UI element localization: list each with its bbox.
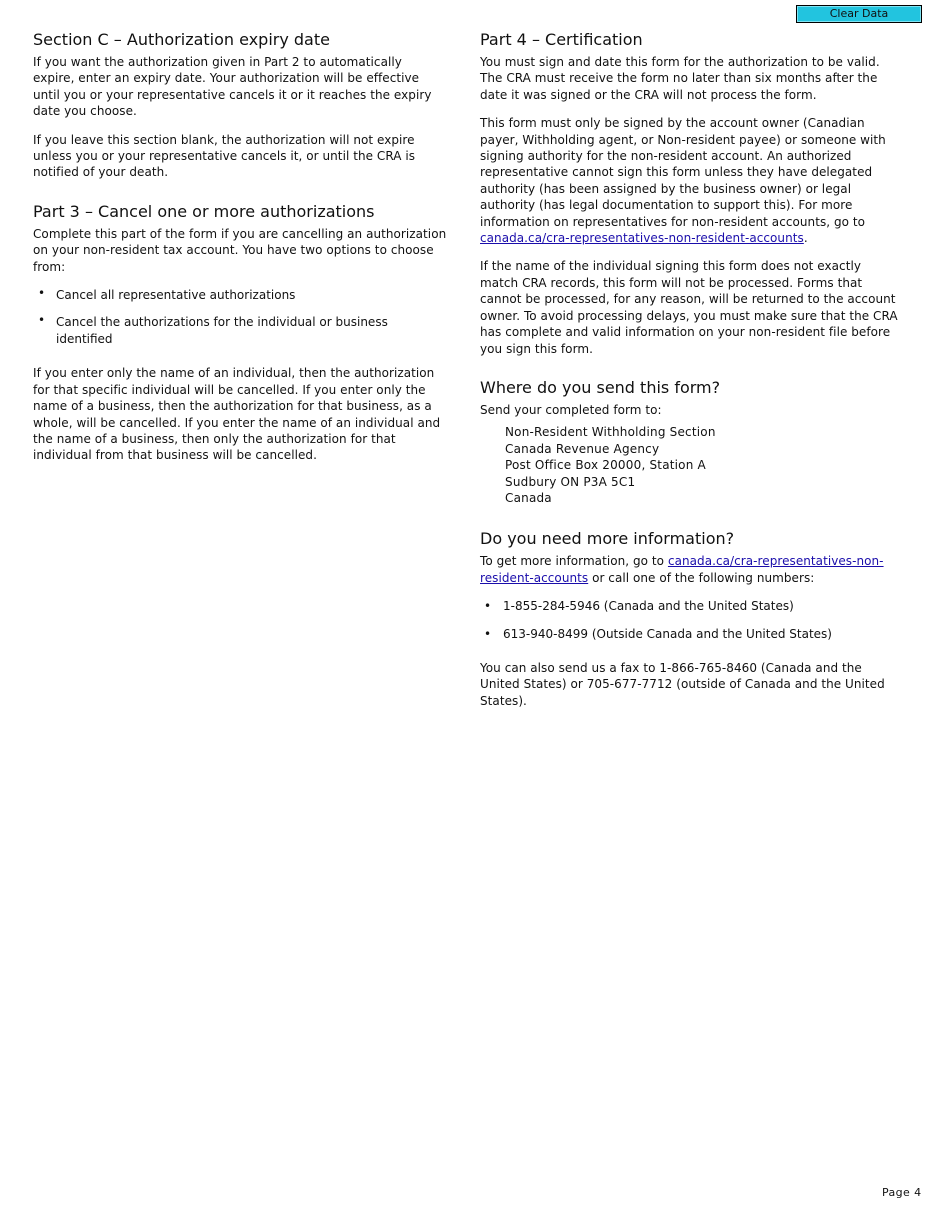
- list-item: [480, 598, 898, 614]
- page-number: Page 4: [882, 1186, 922, 1199]
- more-info-title: Do you need more information?: [480, 529, 735, 549]
- part-3-paragraph-2: If you enter only the name of an individual, then the authorization for that specific individual will be cancelled. If you enter only the name of a business, then the authorization for that business, as a whole, will be cancelled. If you enter the name of an individual and the name of a business, then only the authorization for that individual from that business will be cancelled.: [33, 366, 441, 463]
- clear-data-button[interactable]: Clear Data: [796, 5, 922, 23]
- bullet-icon: •: [38, 313, 46, 328]
- left-column: [33, 27, 447, 476]
- bullet-icon: •: [484, 626, 492, 641]
- part-3-title: Part 3 – Cancel one or more authorizations: [33, 201, 375, 221]
- section-c-paragraph-1: If you want the authorization given in Part 2 to automatically expire, enter an expiry date. Your authorization will be effective until you or your representative cancels it or it reaches the expiry date you choose.: [33, 55, 432, 119]
- paragraph-text-end: or call one of the following numbers:: [588, 570, 815, 585]
- address-line: Canada: [505, 490, 552, 505]
- list-item: [33, 314, 447, 347]
- more-info-paragraph-1: [480, 553, 898, 586]
- list-item: [33, 287, 447, 303]
- list-item-text: Cancel all representative authorizations: [56, 288, 296, 303]
- list-item-text: Cancel the authorizations for the individual or business identified: [56, 315, 388, 346]
- part-3-options-list: [33, 287, 447, 347]
- send-form-title: Where do you send this form?: [480, 377, 721, 397]
- address-line: Non-Resident Withholding Section: [505, 425, 716, 440]
- address-line: Post Office Box 20000, Station A: [505, 458, 706, 473]
- paragraph-text: To get more information, go to: [480, 554, 668, 569]
- part-4-paragraph-3: If the name of the individual signing this form does not exactly match CRA records, this form will not be processed. Forms that cannot be processed, for any reason, will be returned to the account owner. To avoid processing delays, you must make sure that the CRA has complete and valid information on your non-resident file before you sign this form.: [480, 259, 898, 356]
- part-4-paragraph-1: You must sign and date this form for the authorization to be valid. The CRA must receive the form no later than six months after the date it was signed or the CRA will not process the form.: [480, 55, 880, 102]
- mailing-address: [505, 424, 898, 506]
- section-c-paragraph-2: If you leave this section blank, the authorization will not expire unless you or your representative cancels it, or until the CRA is notified of your death.: [33, 132, 416, 180]
- part-4-title: Part 4 – Certification: [480, 30, 643, 49]
- send-form-intro: Send your completed form to:: [480, 402, 662, 417]
- list-item: [480, 626, 898, 642]
- part-3-paragraph-1: Complete this part of the form if you are cancelling an authorization on your non-resident tax account. You have two options to choose from:: [33, 226, 447, 274]
- right-column: [480, 27, 898, 721]
- paragraph-text: This form must only be signed by the account owner (Canadian payer, Withholding agent, or Non-resident payee) or someone with signing authority for the non-resident account. An authorized representative cannot sign this form unless they have delegated authority (has been assigned by the business owner) or legal authority (has legal documentation to support this). For more information on representatives for non-resident accounts, go to: [480, 116, 886, 229]
- more-info-link[interactable]: canada.ca/cra-representatives-non-resident-accounts: [480, 554, 884, 585]
- list-item-text: 613-940-8499 (Outside Canada and the United States): [503, 626, 832, 641]
- representatives-link[interactable]: canada.ca/cra-representatives-non-resident-accounts: [480, 231, 804, 246]
- phone-numbers-list: [480, 598, 898, 642]
- more-info-paragraph-2: You can also send us a fax to 1-866-765-8460 (Canada and the United States) or 705-677-7712 (outside of Canada and the United States).: [480, 660, 885, 708]
- part-4-paragraph-2: [480, 115, 898, 246]
- bullet-icon: •: [484, 599, 492, 614]
- section-c-title: Section C – Authorization expiry date: [33, 30, 330, 49]
- list-item-text: 1-855-284-5946 (Canada and the United States): [503, 599, 794, 614]
- address-line: Canada Revenue Agency: [505, 441, 660, 456]
- bullet-icon: •: [38, 286, 46, 301]
- paragraph-text-end: .: [803, 231, 808, 246]
- address-line: Sudbury ON P3A 5C1: [505, 474, 636, 489]
